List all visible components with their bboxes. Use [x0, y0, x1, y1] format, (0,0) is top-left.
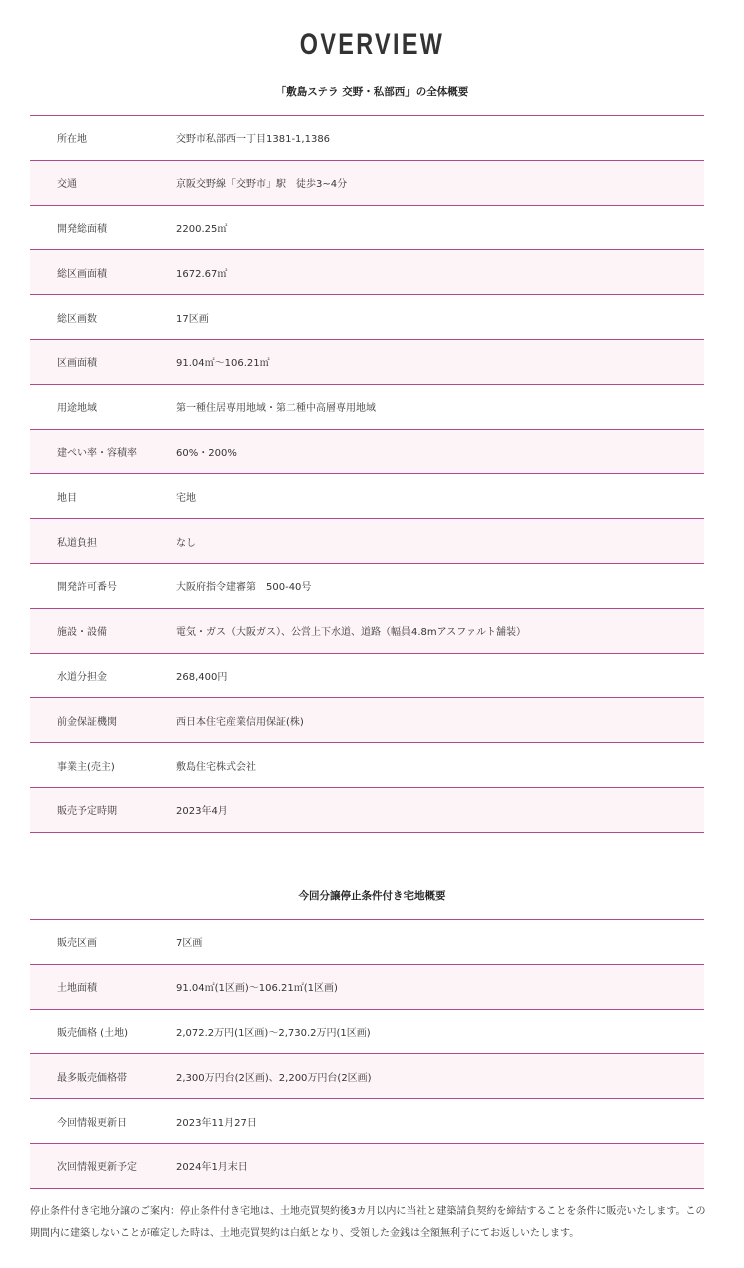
row-label: 開発総面積 — [57, 223, 107, 235]
row-label: 総区画面積 — [57, 268, 107, 280]
row-label: 前金保証機関 — [57, 716, 117, 728]
row-value: なし — [176, 537, 196, 549]
row-value: 大阪府指令建審第 500-40号 — [176, 582, 312, 594]
table-row — [30, 965, 704, 1010]
row-label: 開発許可番号 — [57, 582, 117, 594]
table-row — [30, 430, 704, 475]
row-label: 次回情報更新予定 — [57, 1162, 137, 1174]
row-label: 販売価格 (土地) — [57, 1027, 128, 1039]
table-row — [30, 1010, 704, 1055]
row-value: 交野市私部西一丁目1381-1,1386 — [176, 134, 331, 146]
sale-heading: 今回分譲停止条件付き宅地概要 — [298, 890, 446, 902]
row-value: 宅地 — [176, 492, 196, 504]
row-value: 1672.67㎡ — [176, 268, 228, 280]
table-row — [30, 920, 704, 965]
row-value: 2023年11月27日 — [176, 1117, 257, 1129]
conditional-sale-note: 停止条件付き宅地分譲のご案内：停止条件付き宅地は、土地売買契約後3カ月以内に当社と建築請負契約を締結することを条件に販売いたします。この期間内に建築しないことが確定した時は、土地売買契約は白紙となり、受領した金銭は全額無利子にてお返しいたします。 — [30, 1206, 706, 1239]
row-value: 西日本住宅産業信用保証(株) — [176, 716, 304, 728]
row-value: 17区画 — [176, 313, 209, 325]
row-label: 今回情報更新日 — [57, 1117, 127, 1129]
row-value: 268,400円 — [176, 671, 228, 683]
row-label: 事業主(売主) — [57, 761, 115, 773]
row-label: 土地面積 — [57, 983, 97, 995]
overview-table — [30, 115, 704, 833]
table-row — [30, 116, 704, 161]
row-label: 施設・設備 — [57, 627, 107, 639]
table-row — [30, 654, 704, 699]
table-row — [30, 206, 704, 251]
table-row — [30, 385, 704, 430]
table-row — [30, 519, 704, 564]
table-row — [30, 295, 704, 340]
row-value: 敷島住宅株式会社 — [176, 761, 256, 773]
row-label: 用途地域 — [57, 403, 97, 415]
table-row — [30, 609, 704, 654]
row-value: 2,072.2万円(1区画)〜2,730.2万円(1区画) — [176, 1027, 371, 1039]
table-row — [30, 698, 704, 743]
table-row — [30, 250, 704, 295]
table-row — [30, 564, 704, 609]
row-label: 販売区画 — [57, 938, 97, 950]
table-row — [30, 340, 704, 385]
row-label: 私道負担 — [57, 537, 97, 549]
table-row — [30, 1099, 704, 1144]
row-label: 交通 — [57, 179, 77, 191]
row-label: 所在地 — [57, 134, 87, 146]
row-value: 2200.25㎡ — [176, 223, 228, 235]
table-row — [30, 1054, 704, 1099]
row-value: 2,300万円台(2区画)、2,200万円台(2区画) — [176, 1072, 372, 1084]
table-row — [30, 161, 704, 206]
row-value: 60%・200% — [176, 447, 237, 459]
row-value: 電気・ガス（大阪ガス）、公営上下水道、道路（幅員4.8mアスファルト舗装） — [176, 627, 527, 639]
row-value: 7区画 — [176, 938, 203, 950]
overview-heading: 「敷島ステラ 交野・私部西」の全体概要 — [275, 86, 469, 98]
row-label: 水道分担金 — [57, 671, 107, 683]
sale-table — [30, 919, 704, 1189]
row-value: 2023年4月 — [176, 806, 228, 818]
row-value: 91.04㎡(1区画)〜106.21㎡(1区画) — [176, 983, 338, 995]
table-row — [30, 1144, 704, 1189]
page-title: OVERVIEW — [299, 28, 445, 61]
row-value: 2024年1月末日 — [176, 1162, 248, 1174]
table-row — [30, 788, 704, 833]
row-value: 京阪交野線「交野市」駅 徒歩3~4分 — [176, 179, 348, 191]
row-label: 総区画数 — [57, 313, 97, 325]
row-value: 第一種住居専用地域・第二種中高層専用地域 — [176, 403, 376, 415]
row-value: 91.04㎡〜106.21㎡ — [176, 358, 270, 370]
table-row — [30, 743, 704, 788]
row-label: 販売予定時期 — [57, 806, 117, 818]
row-label: 建ぺい率・容積率 — [57, 447, 137, 459]
table-row — [30, 474, 704, 519]
row-label: 地目 — [57, 492, 77, 504]
row-label: 最多販売価格帯 — [57, 1072, 127, 1084]
row-label: 区画面積 — [57, 358, 97, 370]
